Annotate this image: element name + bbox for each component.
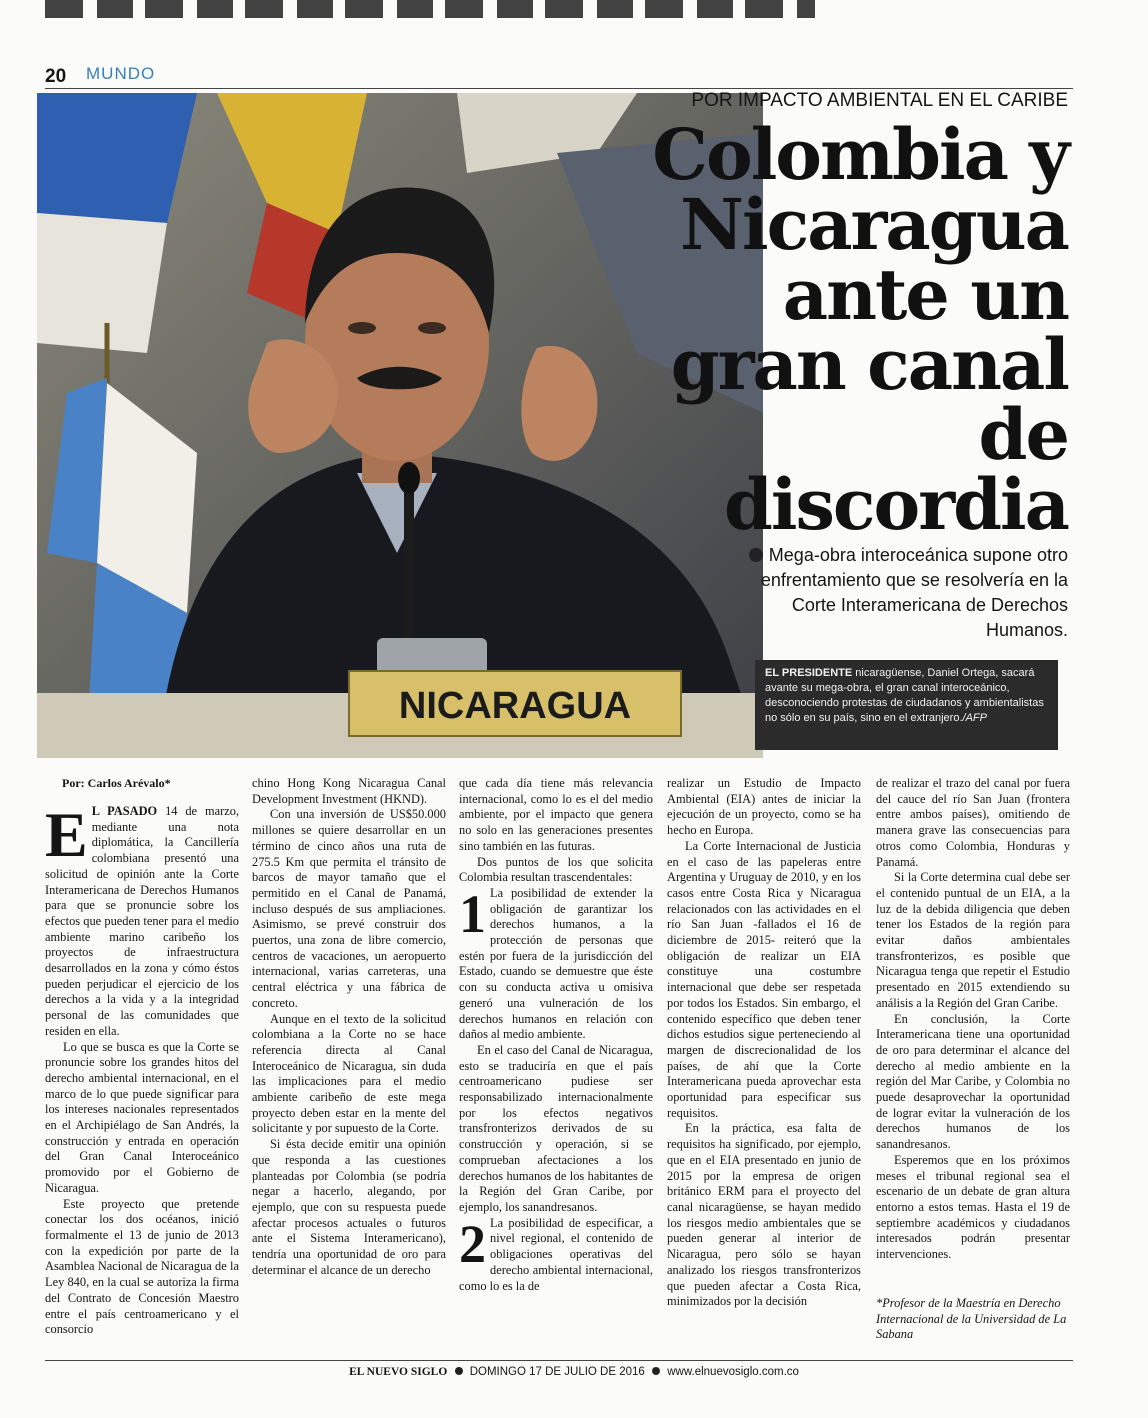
caption-credit: /AFP bbox=[962, 712, 987, 724]
footer-brand: EL NUEVO SIGLO bbox=[349, 1366, 448, 1378]
top-print-band bbox=[45, 0, 815, 18]
paragraph: E L PASADO 14 de marzo, mediante una nota diplomática, la Cancillería colombiana presentó una solicitud de opinión ante la Corte Interamericana de Derechos Humanos para que se pronuncie sobre los efectos que pueden tener para el medio ambiente marino caribeño los proyectos de infraestructura desarrollados en la zona y cómo éstos pueden perjudicar el ejercicio de los derechos a la vida y a la integridad personal de las comunidades que residen en ella. bbox=[45, 799, 240, 1038]
headline-line: Colombia y bbox=[652, 113, 1068, 196]
header-rule bbox=[45, 88, 1073, 89]
column-4 bbox=[667, 776, 861, 1310]
paragraph: Si ésta decide emitir una opinión que responda a las cuestiones planteadas por Colombia (se podría negar a hacerlo, alegando, por ejemplo, que con su respuesta puede afectar procesos actuales o futuros ante el Sistema Interamericano), tendría una oportunidad de oro para determinar el alcance de un derecho bbox=[252, 1137, 446, 1277]
numbered-point: 1 La posibilidad de extender la obligación de garantizar los derechos humanos, a la protección de personas que estén por fuera de la jurisdicción del Estado, cuando se demuestre que éste con su conducta activa u omisiva generó una vulneración de los derechos humanos en relación con daños al medio ambiente. bbox=[459, 883, 653, 1042]
byline: Por: Carlos Arévalo* bbox=[62, 776, 171, 790]
microphone-stem bbox=[404, 483, 414, 663]
headline-line: ante un bbox=[782, 253, 1068, 336]
paragraph: Lo que se busca es que la Corte se pronuncie sobre los grandes hitos del derecho ambiental internacional, en el marco de lo que puede significar para los intereses nacionales representados en el Archipiélago de San Andrés, la construcción y entrada en operación del Gran Canal Interoceánico promovido por el Gobierno de Nicaragua. bbox=[45, 1039, 239, 1195]
section-label: MUNDO bbox=[86, 64, 156, 83]
headline-line: Nicaragua bbox=[680, 183, 1068, 266]
photo-caption bbox=[755, 660, 1058, 750]
paragraph: realizar un Estudio de Impacto Ambiental (EIA) antes de iniciar la ejecución de un proyecto, como se ha hecho en Europa. bbox=[667, 776, 861, 838]
paragraph: En el caso del Canal de Nicaragua, esto se traduciría en que el país centroamericano pudiese ser responsabilizado internacionalmente por los efectos negativos transfronterizos derivados de su construcción y operación, si se comprueban afectaciones a los derechos humanos de los habitantes de la Región del Gran Caribe, por ejemplo, los sanandresanos. bbox=[459, 1042, 653, 1214]
page-number: 20 bbox=[45, 66, 67, 87]
footer-date: DOMINGO 17 DE JULIO DE 2016 bbox=[469, 1366, 645, 1378]
bullet-icon bbox=[455, 1367, 463, 1375]
headline bbox=[648, 113, 1068, 546]
kicker: POR IMPACTO AMBIENTAL EN EL CARIBE bbox=[691, 90, 1068, 111]
paragraph: La Corte Internacional de Justicia en el caso de las papeleras entre Argentina y Uruguay de 2010, y en los casos entre Costa Rica y Nicaragua relacionados con las actividades en el río San Juan -fallados el 16 de diciembre de 2015- reiteró que la obligación de realizar un EIA constituye una costumbre internacional que debe ser respetada por todos los Estados. Sin embargo, el contenido específico que deben tener dichos estudios sigue perteneciendo al margen de discrecionalidad de los países, de ahí que la Corte Interamericana pueda aprovechar esta oportunidad para especificar sus requisitos. bbox=[667, 838, 861, 1120]
column-1 bbox=[45, 799, 240, 1338]
deck-text: Mega-obra interoceánica supone otro enfrentamiento que se resolvería en la Corte Interamericana de Derechos Humanos. bbox=[760, 545, 1068, 640]
footer bbox=[0, 1366, 1148, 1378]
paragraph: de realizar el trazo del canal por fuera del cauce del río San Juan (frontera entre ambos países), omitiendo de manera grave las consecuencias para otros como Colombia, Honduras y Panamá. bbox=[876, 776, 1070, 869]
paragraph: Aunque en el texto de la solicitud colombiana a la Corte no se hace referencia directa al Canal Interoceánico de Nicaragua, sin duda las implicaciones para el medio ambiente caribeño de este mega proyecto deben estar en la mente del solicitante y por supuesto de la Corte. bbox=[252, 1011, 446, 1136]
author-footnote: *Profesor de la Maestría en Derecho Internacional de la Universidad de La Sabana bbox=[876, 1296, 1067, 1342]
column-2 bbox=[252, 776, 446, 1279]
number-2: 2 bbox=[459, 1213, 486, 1274]
paragraph: que cada día tiene más relevancia internacional, como lo es el del medio ambiente, por el impacto que genera no solo en las generaciones presentes sino también en las futuras. bbox=[459, 776, 653, 853]
footer-url: www.elnuevosiglo.com.co bbox=[667, 1366, 799, 1378]
caption-text: nicaragüense, Daniel Ortega, sacará avante su mega-obra, el gran canal interoceánico, desconociendo protestas de ciudadanos y ambientalistas no sólo en su país, sino en el extranjero. bbox=[765, 667, 1044, 724]
number-1: 1 bbox=[459, 883, 486, 944]
paragraph: En conclusión, la Corte Interamericana tiene una oportunidad de oro para determinar el alcance del derecho al medio ambiente en la región del Mar Caribe, y Colombia no puede desaprovechar la oportunidad de lograr evitar la vulneración de los derechos humanos de los sanandresanos. bbox=[876, 1011, 1070, 1152]
paragraph: Este proyecto que pretende conectar los dos océanos, inició formalmente el 13 de junio de 2013 con la expedición por parte de la Asamblea Nacional de Nicaragua de la Ley 840, en la cual se autoriza la firma del Contrato de Concesión Maestro entre el país centroamericano y el consorcio bbox=[45, 1196, 239, 1337]
caption-lead: EL PRESIDENTE bbox=[765, 667, 853, 679]
column-5 bbox=[876, 776, 1070, 1263]
bullet-icon bbox=[749, 548, 763, 562]
headline-line: gran canal bbox=[670, 323, 1068, 406]
paragraph: chino Hong Kong Nicaragua Canal Development Investment (HKND). bbox=[252, 776, 446, 806]
paragraph: Con una inversión de US$50.000 millones se quiere desarrollar en un término de cinco años una ruta de 275.5 Km que permita el tránsito de barcos de mayor tamaño que el permitido en el Canal de Panamá, incluso después de sus ampliaciones. Asimismo, se prevé construir dos puertos, una zona de libre comercio, centros de vacaciones, un aeropuerto internacional, varias carreteras, una central eléctrica y una fábrica de concreto. bbox=[252, 807, 446, 1010]
lead-in: L PASADO bbox=[91, 804, 158, 818]
footer-rule bbox=[45, 1360, 1073, 1361]
paragraph: En la práctica, esa falta de requisitos ha significado, por ejemplo, que en el EIA presentado en junio de 2015 por la empresa de origen británico ERM para el proyecto del canal nicaragüense, se hayan medido los riesgos medio ambientales que se pueden generar al interior de Nicaragua, pero sólo se hayan analizado los riesgos transfronterizos que pueden afectar a Costa Rica, minimizados por la decisión bbox=[667, 1121, 861, 1309]
bullet-icon bbox=[652, 1367, 660, 1375]
dropcap: E bbox=[45, 799, 88, 870]
deck bbox=[728, 543, 1068, 643]
paragraph: Esperemos que en los próximos meses el tribunal regional sea el escenario de un debate de gran altura entorno a estos temas. Hasta el 19 de septiembre académicos y ciudadanos interesados podrán presentar intervenciones. bbox=[876, 1152, 1070, 1262]
column-3 bbox=[459, 776, 653, 1294]
microphone-head bbox=[398, 462, 420, 494]
headline-line: de discordia bbox=[723, 393, 1068, 546]
nameplate-text: NICARAGUA bbox=[398, 685, 632, 727]
numbered-point: 2 La posibilidad de especificar, a nivel regional, el contenido de obligaciones operativas del derecho ambiental internacional, como lo es la de bbox=[459, 1213, 653, 1293]
paragraph: Dos puntos de los que solicita Colombia resultan trascendentales: bbox=[459, 854, 653, 885]
paragraph: Si la Corte determina cual debe ser el contenido puntual de un EIA, a la luz de la debida diligencia que deben tener los Estados de la región para evitar daños ambientales transfronterizos, es posible que Nicaragua tenga que repetir el Estudio presentado en 2015 extendiendo su análisis a la Región del Gran Caribe. bbox=[876, 870, 1070, 1010]
